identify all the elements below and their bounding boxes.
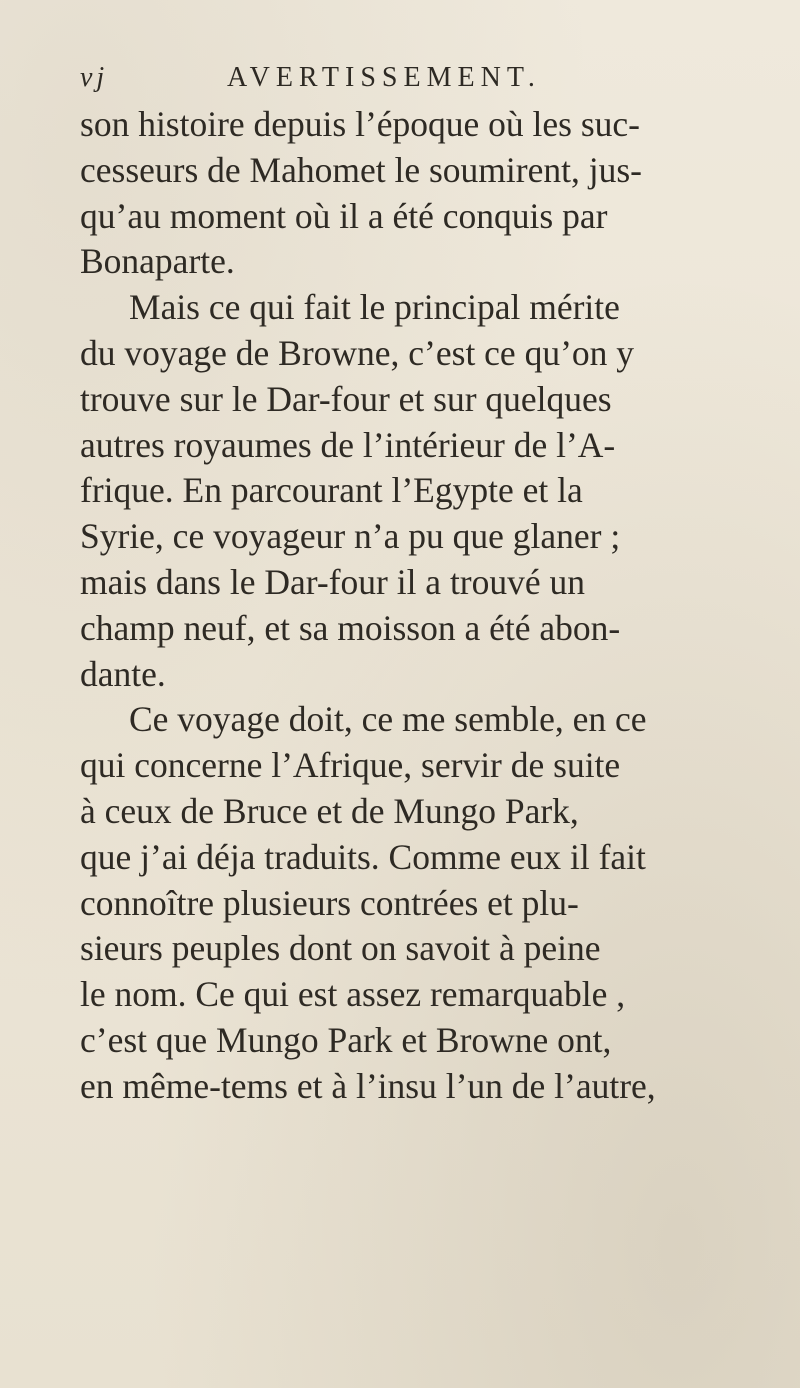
text-line: Syrie, ce voyageur n’a pu que glaner ; [80, 516, 621, 557]
text-line: à ceux de Bruce et de Mungo Park, [80, 790, 579, 831]
running-head [80, 62, 740, 102]
text-line: c’est que Mungo Park et Browne ont, [80, 1019, 612, 1060]
text-line: que j’ai déja traduits. Comme eux il fait [80, 836, 646, 877]
text-line: connoître plusieurs contrées et plu- [80, 882, 579, 923]
text-line: sieurs peuples dont on savoit à peine [80, 928, 601, 969]
text-line: son histoire depuis l’époque où les suc- [80, 104, 641, 144]
page-number: vj [80, 62, 109, 93]
running-head-title: AVERTISSEMENT. [227, 62, 541, 93]
text-line: qu’au moment où il a été conquis par [80, 195, 608, 236]
text-line: champ neuf, et sa moisson a été abon- [80, 607, 621, 648]
text-line: le nom. Ce qui est assez remarquable , [80, 974, 626, 1015]
paragraph-start-line: Ce voyage doit, ce me semble, en ce [129, 699, 647, 740]
text-line: en même-tems et à l’insu l’un de l’autre, [80, 1065, 656, 1106]
paragraph-start-line: Mais ce qui fait le principal mérite [129, 287, 620, 328]
body-text [80, 102, 780, 1110]
text-line: dante. [80, 653, 166, 694]
text-line: trouve sur le Dar-four et sur quelques [80, 378, 612, 419]
text-line: qui concerne l’Afrique, servir de suite [80, 745, 621, 786]
text-line: cesseurs de Mahomet le soumirent, jus- [80, 149, 642, 190]
text-line: Bonaparte. [80, 241, 235, 282]
text-line: autres royaumes de l’intérieur de l’A- [80, 424, 616, 465]
text-line: mais dans le Dar-four il a trouvé un [80, 561, 586, 602]
text-line: du voyage de Browne, c’est ce qu’on y [80, 332, 635, 373]
text-line: frique. En parcourant l’Egypte et la [80, 470, 583, 511]
